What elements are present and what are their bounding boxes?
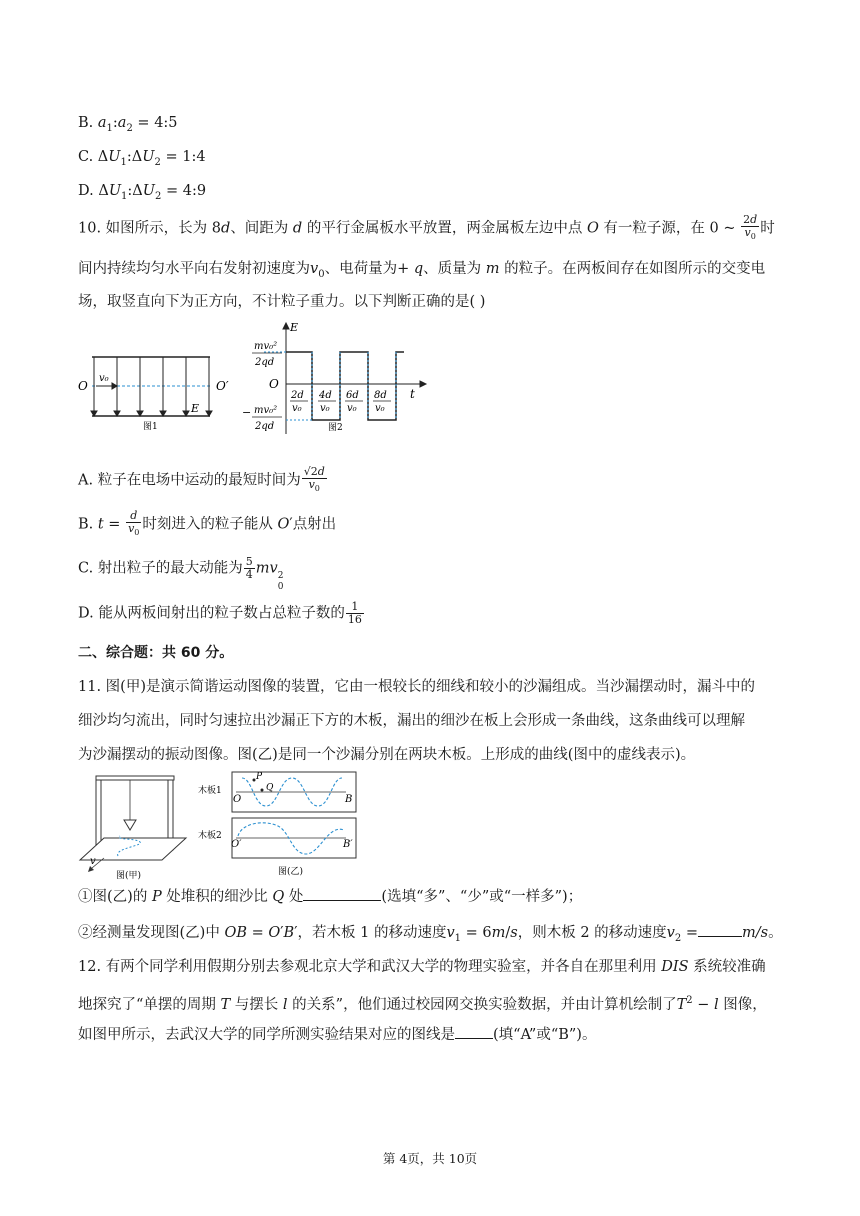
q11-line-3: 为沙漏摆动的振动图像。图(乙)是同一个沙漏分别在两块木板。上形成的曲线(图中的虚线表示)。 [78,747,696,763]
answer-blank[interactable] [303,886,381,901]
fig2-label-t: t [410,387,415,401]
fig2-tick-den: v₀ [320,403,330,414]
fig2-label-e: E [290,321,299,334]
fig2-tick-6d: 6d [346,390,359,401]
fig2-label-o: O [269,377,279,391]
q12-line-3: 如图甲所示，去武汉大学的同学所测实验结果对应的图线是 (填“A”或“B”)。 [78,1024,596,1046]
fig-yi-board2: 木板2 [198,831,222,841]
fig-yi-label-b: B [345,794,353,805]
q9-option-b: B. $a_1:a_2$ = 4:5 [78,115,178,134]
fig-yi-label-o-prime: O′ [231,839,242,850]
q10-option-b: B. t = $\frac{d}{v_0}$ 时刻进入的粒子能从 O′点射出 [78,509,337,538]
fig-yi-label-p: P [256,772,263,782]
q11-figure-yi [196,768,366,880]
fig2-caption: 图2 [328,423,343,433]
q11-figure-jia [74,772,194,882]
q11-sub-1: ①图(乙)的 P 处堆积的细沙比 Q 处 (选填“多”、“少”或“一样多”)； [78,886,582,908]
fig2-field-num-bottom: mv₀² [254,405,278,416]
fig1-label-o: O [78,379,88,393]
fig2-tick-den: v₀ [375,403,385,414]
q10-option-c: C. 射出粒子的最大动能为 $\frac{5}{4}$ mv 2 0 [78,555,284,592]
q9-option-d: D. $\Delta U_1:\Delta U_2$ = 4:9 [78,183,207,202]
fig2-tick-2d: 2d [291,390,304,401]
q10-option-a: A. 粒子在电场中运动的最短时间为 $\frac{√2d}{v_0}$ [78,465,325,494]
fig-jia-label-v: v [90,856,96,867]
fig-yi-label-b-prime: B′ [343,839,353,850]
fig2-tick-4d: 4d [319,390,332,401]
fig1-label-o-prime: O′ [216,379,229,393]
fig2-tick-den: v₀ [292,403,302,414]
answer-blank[interactable] [698,922,742,937]
fig2-minus-sign: − [242,406,252,419]
page-footer: 第 4页，共 10页 [382,1151,478,1166]
section-heading: 二、综合题：共 60 分。 [78,645,234,661]
fig2-field-den-bottom: 2qd [255,421,275,432]
q11-line-2: 细沙均匀流出，同时匀速拉出沙漏正下方的木板，漏出的细沙在板上会形成一条曲线，这条曲线可以理解 [78,713,745,729]
q11-sub-2: ②经测量发现图(乙)中 OB = O′B′，若木板 1 的移动速度$v_1 = 6m/s$，则木板 2 的移动速度$v_2 = m/s$。 [78,922,783,950]
fig-yi-label-o: O [233,794,242,805]
fig2-field-den-top: 2qd [255,357,275,368]
q10-figure-2 [240,318,430,438]
fig1-caption: 图1 [143,422,158,430]
q10-figure-1 [70,340,240,430]
fig-yi-caption: 图(乙) [278,867,304,877]
fig2-field-num-top: mv₀² [254,341,278,352]
q10-line-2: 间内持续均匀水平向右发射初速度为$v_0$、电荷量为+ q、质量为 m 的粒子。在两板间存在如图所示的交变电 [78,261,766,280]
fig2-tick-den: v₀ [347,403,357,414]
fig-yi-label-q: Q [266,783,274,793]
fig1-label-v0: v₀ [99,373,109,384]
fig1-label-e: E [191,402,200,415]
fig-jia-caption: 图(甲) [116,871,142,881]
q10-line-3: 场，取竖直向下为正方向，不计粒子重力。以下判断正确的是( ) [78,294,486,310]
q9-option-c: C. $\Delta U_1:\Delta U_2$ = 1:4 [78,149,206,168]
q11-line-1: 11. 图(甲)是演示简谐运动图像的装置，它由一根较长的细线和较小的沙漏组成。当沙漏摆动时，漏斗中的 [78,679,755,695]
answer-blank[interactable] [455,1024,493,1039]
q10-line-1: 10. 如图所示，长为 8d、间距为 d 的平行金属板水平放置，两金属板左边中点 O 有一粒子源，在 0 ~ $\frac{2d}{v_0}$ 时 [78,213,775,242]
fig-yi-board1: 木板1 [198,786,222,796]
q12-line-2: 地探究了“单摆的周期 T 与摆长 l 的关系”，他们通过校园网交换实验数据，并由计算机绘制了$T^2 - l$ 图像， [78,995,767,1013]
q12-line-1: 12. 有两个同学利用假期分别去参观北京大学和武汉大学的物理实验室，并各自在那里利用 DIS 系统较准确 [78,959,766,975]
fig2-tick-8d: 8d [374,390,387,401]
q10-option-d: D. 能从两板间射出的粒子数占总粒子数的 $\frac{1}{16}$ [78,600,362,626]
